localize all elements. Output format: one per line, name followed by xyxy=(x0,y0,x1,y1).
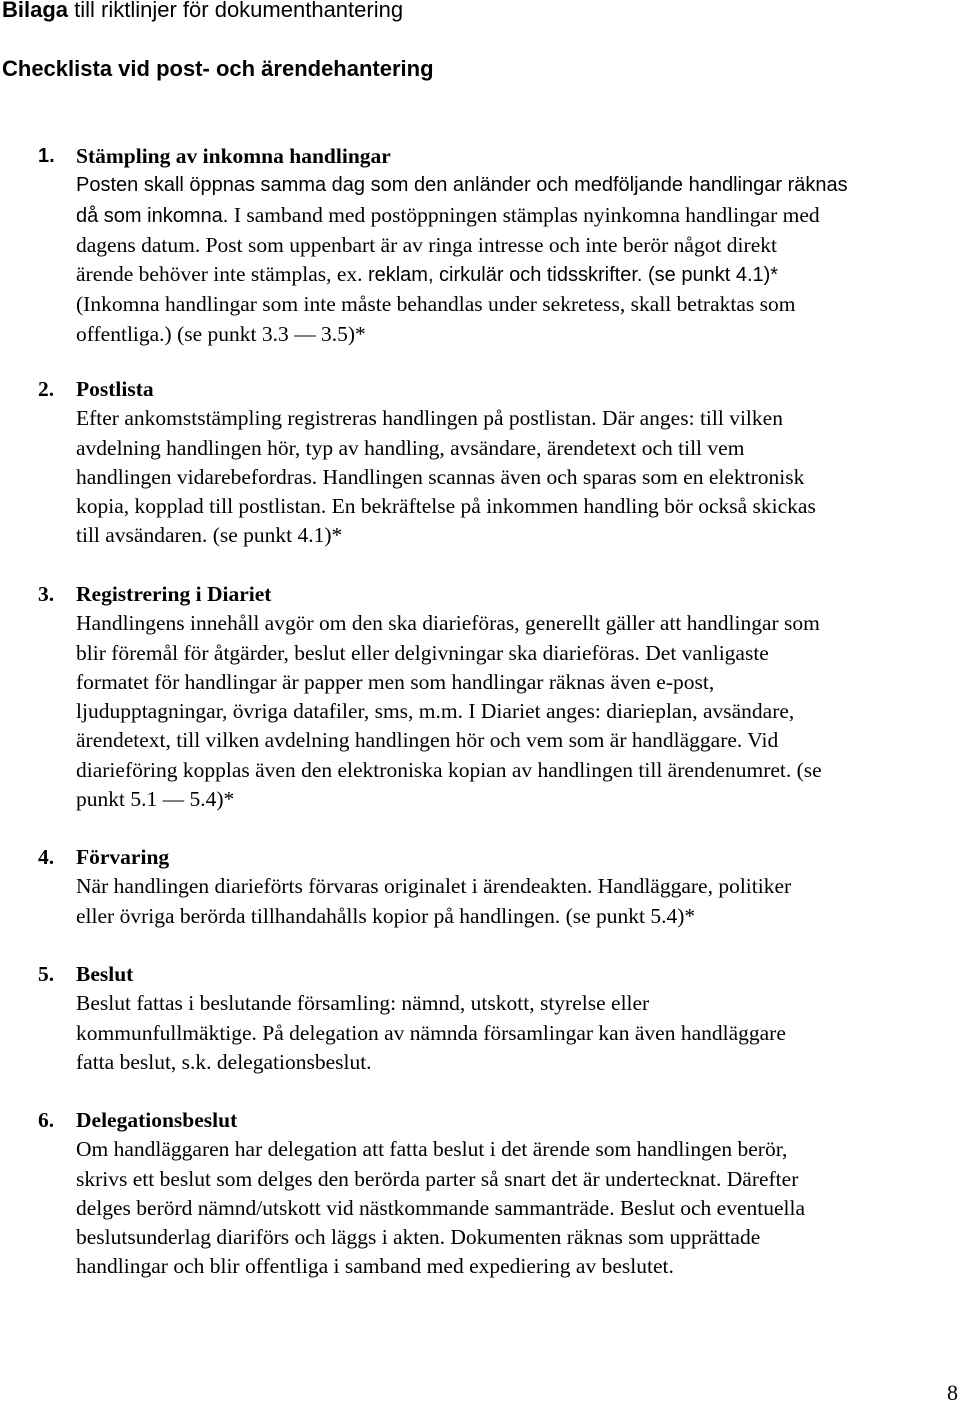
body-line: kopia, kopplad till postlistan. En bekräftelse på inkommen handling bör också skickas xyxy=(76,494,816,519)
section-stampling xyxy=(38,142,958,349)
section-title: Beslut xyxy=(76,962,134,986)
section-heading xyxy=(38,1106,958,1135)
section-heading xyxy=(38,375,958,404)
body-line: offentliga.) (se punkt 3.3 — 3.5)* xyxy=(76,321,366,346)
body-line: fatta beslut, s.k. delegationsbeslut. xyxy=(76,1049,372,1074)
body-line: formatet för handlingar är papper men som handlingar räknas även e-post, xyxy=(76,669,715,694)
body-line: kommunfullmäktige. På delegation av nämnda församlingar kan även handläggare xyxy=(76,1020,786,1045)
section-number: 3. xyxy=(38,582,55,606)
section-heading xyxy=(38,142,958,171)
section-title: Registrering i Diariet xyxy=(76,582,272,606)
section-heading xyxy=(38,960,958,989)
section-number: 4. xyxy=(38,845,55,869)
section-body xyxy=(76,1135,958,1281)
body-line: ärende behöver inte stämplas, ex. reklam, cirkulär och tidsskrifter. (se punkt 4.1)* xyxy=(76,262,779,287)
document-title-bold: Bilaga xyxy=(2,0,69,22)
section-number: 5. xyxy=(38,962,55,986)
body-line: eller övriga berörda tillhandahålls kopior på handlingen. (se punkt 5.4)* xyxy=(76,903,696,928)
body-line: punkt 5.1 — 5.4)* xyxy=(76,787,235,812)
body-line: avdelning handlingen hör, typ av handling, avsändare, ärendetext och till vem xyxy=(76,435,745,460)
body-line: skrivs ett beslut som delges den berörda parter så snart det är undertecknat. Därefter xyxy=(76,1166,799,1191)
body-line: diarieföring kopplas även den elektroniska kopian av handlingen till ärendenumret. (se xyxy=(76,757,822,782)
document-title xyxy=(2,0,403,23)
body-line: handlingar och blir offentliga i samband med expediering av beslutet. xyxy=(76,1254,674,1279)
section-body xyxy=(76,872,958,931)
section-heading xyxy=(38,580,958,609)
body-line: då som inkomna. I samband med postöppningen stämplas nyinkomna handlingar med xyxy=(76,202,820,227)
section-body xyxy=(76,989,958,1077)
section-body xyxy=(76,404,958,550)
body-line: ljudupptagningar, övriga datafiler, sms, m.m. I Diariet anges: diarieplan, avsändare, xyxy=(76,699,795,724)
section-body xyxy=(76,171,958,349)
body-line: blir föremål för åtgärder, beslut eller delgivningar ska diarieföras. Det vanligaste xyxy=(76,640,769,665)
body-line: dagens datum. Post som uppenbart är av ringa intresse och inte berör något direkt xyxy=(76,232,777,257)
body-line: Om handläggaren har delegation att fatta beslut i det ärende som handlingen berör, xyxy=(76,1137,788,1162)
section-number: 6. xyxy=(38,1108,55,1132)
section-title: Stämpling av inkomna handlingar xyxy=(76,144,391,168)
section-postlista xyxy=(38,375,958,551)
section-number: 1. xyxy=(38,145,55,167)
body-line: handlingen vidarebefordras. Handlingen scannas även och sparas som en elektronisk xyxy=(76,464,805,489)
body-line: Posten skall öppnas samma dag som den anländer och medföljande handlingar räknas xyxy=(76,174,848,197)
body-line: beslutsunderlag diariförs och läggs i akten. Dokumenten räknas som upprättade xyxy=(76,1225,761,1250)
document-title-rest: till riktlinjer för dokumenthantering xyxy=(68,0,404,22)
document-subtitle: Checklista vid post- och ärendehantering xyxy=(2,56,434,81)
page-number: 8 xyxy=(947,1380,958,1405)
body-line: delges berörd nämnd/utskott vid nästkommande sammanträde. Beslut och eventuella xyxy=(76,1195,806,1220)
section-title: Delegationsbeslut xyxy=(76,1108,238,1132)
body-line: Efter ankomststämpling registreras handlingen på postlistan. Där anges: till vilken xyxy=(76,406,783,431)
section-number: 2. xyxy=(38,377,55,401)
body-line: När handlingen diarieförts förvaras originalet i ärendeakten. Handläggare, politiker xyxy=(76,874,792,899)
body-line: Handlingens innehåll avgör om den ska diarieföras, generellt gäller att handlingar som xyxy=(76,611,820,636)
body-line: ärendetext, till vilken avdelning handlingen hör och vem som är handläggare. Vid xyxy=(76,728,779,753)
section-forvaring xyxy=(38,843,958,931)
section-title: Postlista xyxy=(76,377,154,401)
section-registrering xyxy=(38,580,958,814)
section-delegationsbeslut xyxy=(38,1106,958,1282)
body-line: till avsändaren. (se punkt 4.1)* xyxy=(76,523,343,548)
section-heading xyxy=(38,843,958,872)
body-line: Beslut fattas i beslutande församling: nämnd, utskott, styrelse eller xyxy=(76,991,650,1016)
body-line: (Inkomna handlingar som inte måste behandlas under sekretess, skall betraktas som xyxy=(76,292,796,317)
section-beslut xyxy=(38,960,958,1077)
section-title: Förvaring xyxy=(76,845,170,869)
section-body xyxy=(76,609,958,814)
